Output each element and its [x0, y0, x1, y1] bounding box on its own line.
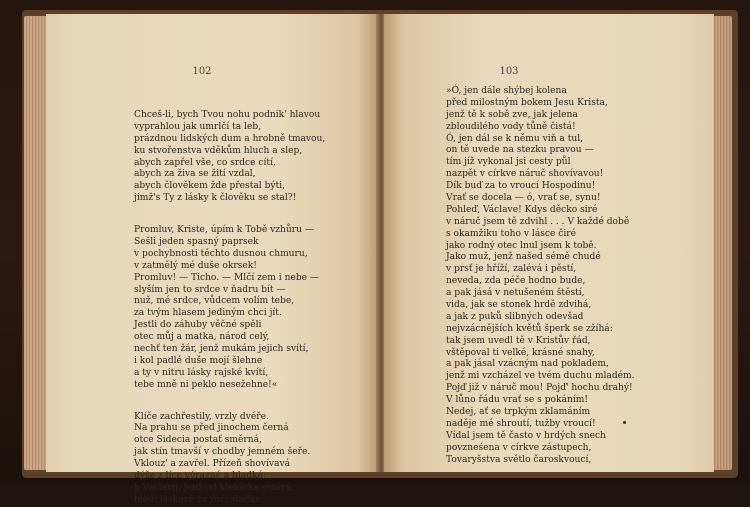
verse-line: nuž, mé srdce, vůdcem volím tebe, [134, 296, 295, 307]
verse-line: vštěpoval ti velké, krásné snahy, [446, 347, 595, 358]
right-page-text [446, 86, 635, 467]
verse-line: i kol padlé duše mojí šlehne [134, 355, 263, 366]
verse-line: a jak z puků slibných odevšad [446, 311, 584, 322]
verse-line: Promluv! — Ticho. — Mlčí zem i nebe — [134, 272, 320, 283]
verse-line: s okamžiku toho v lásce čiré [446, 228, 577, 239]
verse-line: za tvým hlasem jediným chci jít. [134, 308, 282, 319]
page-number-right: 103 [499, 66, 519, 77]
left-page [46, 14, 378, 505]
verse-line: před milostným bokem Jesu Krista, [446, 97, 608, 108]
ink-spot [623, 421, 626, 424]
verse-line: Sešli jeden spasný paprsek [134, 237, 259, 248]
verse-line: Vídal jsem tě často v hrdých snech [446, 430, 606, 441]
verse-line: Pojď již v náruč mou! Pojď' hochu drahý! [446, 383, 633, 394]
verse-line: k Václavu, jenž od klekátka vstává, [134, 482, 295, 493]
verse-line: a pak jásal vzácným nad pokladem, [446, 359, 609, 370]
verse-line: vida, jak se stonek hrdě zdvihá, [446, 300, 592, 311]
verse-line: Jestli do záhuby věčné spěli [134, 320, 262, 331]
verse-line: nechť ten žár, jenž mukám jejich svítí, [134, 344, 309, 355]
verse-line: povzneśena v církve zástupech, [446, 442, 592, 453]
verse-line: jenž mi vzcházel ve tvém duchu mladém. [446, 371, 635, 382]
verse-line: Nedej, ať se trpkým zklamáním [446, 407, 591, 418]
left-page-text [134, 110, 325, 507]
verse-line: v náruč jsem tě zdvihl . . . V každé době [446, 216, 630, 227]
stanza-3 [134, 412, 325, 507]
stanza-1 [134, 110, 325, 205]
verse-line: tím jíž vykonal jsi cesty půl [446, 157, 571, 168]
verse-line: vyprahlou jak umrlčí ta leb, [134, 121, 262, 132]
verse-line: tebe mně ni peklo nesežehne!« [134, 379, 278, 390]
verse-line: Promluv, Kriste, úpím k Tobě vzhůru — [134, 225, 314, 236]
verse-line: nazpět v církve náruč shovívavou! [446, 169, 604, 180]
verse-line: on tě uvede na stezku pravou — [446, 145, 594, 156]
verse-line: zbloudilého vody tůně čistá! [446, 121, 576, 132]
verse-line: neveda, zda péče hodno bude, [446, 276, 586, 287]
verse-line: jenž tě k sobě zve, jak jelena [446, 109, 578, 120]
verse-line: Jako muž, jenž našed sémě chudé [446, 252, 601, 263]
stanza-2 [134, 225, 325, 391]
verse-line: abych člověkem žde přestal býti, [134, 181, 286, 192]
right-page [384, 14, 714, 472]
verse-line: abych za živa se žití vzdal, [134, 169, 256, 180]
verse-line: ku stvořenstva vděkům hluch a slep, [134, 145, 303, 156]
verse-line: Vrať se docela — ó, vrať se, synu! [446, 193, 601, 204]
verse-line: Dík buď za to vroucí Hospodinu! [446, 181, 596, 192]
verse-line: nejvzácnějších květů šperk se zžíhá: [446, 323, 613, 334]
verse-line: Tovaryšstva světlo čaroskvoucí, [446, 454, 592, 465]
verse-line: slyším jen to srdce v ňadru bít — [134, 284, 286, 295]
verse-line: jimž's Ty z lásky k člověku se stal?! [134, 193, 297, 204]
verse-line: otec můj a matka, národ celý, [134, 332, 270, 343]
verse-line: Vklouz' a zavřel. Přízeň shovívavá [134, 459, 291, 470]
verse-line: dýše z líce výrazné a hladké; [134, 471, 267, 482]
verse-line: a ty v nitru lásky rajské kvítí, [134, 367, 269, 378]
verse-line: jako rodný otec lnul jsem k tobě. [446, 240, 597, 251]
verse-line: tak jsem uvedl tě v Kristův řád, [446, 335, 591, 346]
verse-line: abych zapřel vše, co srdce cítí, [134, 157, 276, 168]
page-edges-right [712, 16, 732, 470]
verse-line: jak stín tmavší v chodby jemném šeře. [134, 447, 311, 458]
verse-line: Pohleď, Václave! Kdys děcko siré [446, 204, 598, 215]
stanza-gap [134, 205, 325, 225]
verse-line: v pochybnosti těchto dusnou chmuru, [134, 248, 308, 259]
verse-line: otce Sidecia postať směrná, [134, 435, 262, 446]
verse-line: a pak jásá v netušeném štěstí, [446, 288, 585, 299]
verse-line: Klíče zachřestily, vrzly dvéře. [134, 411, 269, 422]
verse-line: naděje mé shroutí, tužby vroucí! [446, 418, 596, 429]
stanza-gap [134, 392, 325, 412]
verse-line: v zatmělý mé duše okrsek! [134, 260, 257, 271]
verse-line: V lůno řádu vrať se s pokáním! [446, 395, 589, 406]
verse-line: v prsť je hříží, zalévá i pěstí, [446, 264, 577, 275]
page-number-left: 102 [192, 66, 212, 77]
verse-line: Na prahu se před jinochem černá [134, 423, 289, 434]
verse-line: prázdnou lidských dum a hrobně tmavou, [134, 133, 326, 144]
verse-line: Ó, jen dál se k němu viň a tul, [446, 133, 584, 144]
verse-line: hledí laskavě za řeči sladké: [134, 494, 264, 505]
page-edges-left [24, 16, 48, 470]
verse-line: Chceš-li, bych Tvou nohu podnik' hlavou [134, 110, 321, 120]
verse-line: »Ó, jen dále shýbej kolena [446, 86, 567, 96]
